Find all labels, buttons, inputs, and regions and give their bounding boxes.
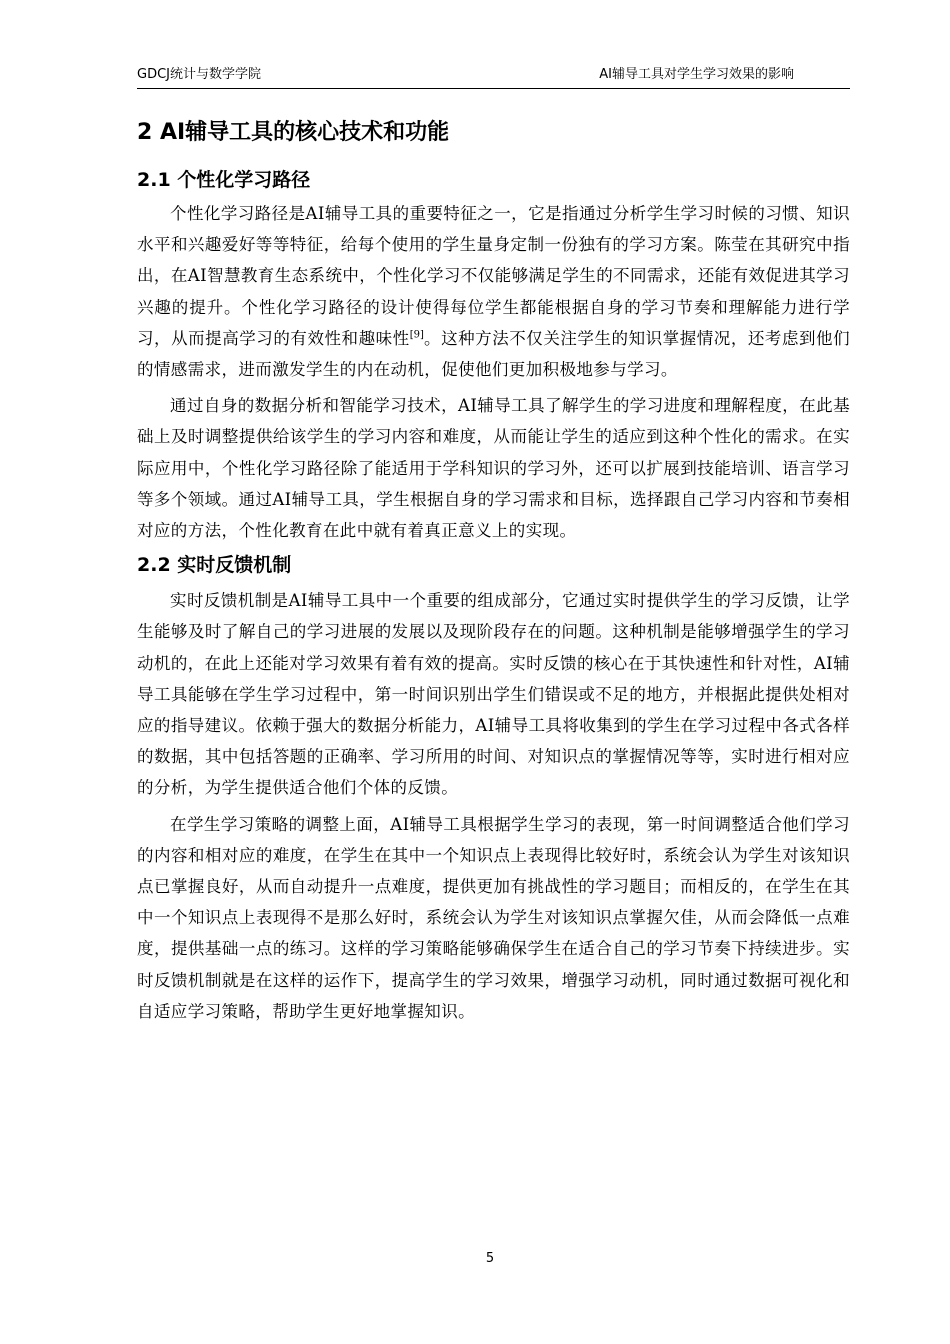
- header-thesis-title: AI辅导工具对学生学习效果的影响: [599, 67, 794, 82]
- paragraph-feedback-1: 实时反馈机制是AI辅导工具中一个重要的组成部分，它通过实时提供学生的学习反馈，让学生能够及时了解自己的学习进展的发展以及现阶段存在的问题。这种机制是能够增强学生的学习动机的，在此上还能对学习效果有着有效的提高。实时反馈的核心在于其快速性和针对性，AI辅导工具能够在学生学习过程中，第一时间识别出学生们错误或不足的地方，并根据此提供处相对应的指导建议。依赖于强大的数据分析能力，AI辅导工具将收集到的学生在学习过程中各式各样的数据，其中包括答题的正确率、学习所用的时间、对知识点的掌握情况等等，实时进行相对应的分析，为学生提供适合他们个体的反馈。: [137, 591, 850, 798]
- running-header: [137, 66, 850, 89]
- paragraph-text-continued: 。这种方法不仅关注学生的知识掌握情况，还考虑到他们的情感需求，进而激发学生的内在动机，促使他们更加积极地参与学习。: [137, 328, 851, 380]
- paragraph-personalized-2: 通过自身的数据分析和智能学习技术，AI辅导工具了解学生的学习进度和理解程度，在此基础上及时调整提供给该学生的学习内容和难度，从而能让学生的适应到这种个性化的需求。在实际应用中，个性化学习路径除了能适用于学科知识的学习外，还可以扩展到技能培训、语言学习等多个领域。通过AI辅导工具，学生根据自身的学习需求和目标，选择跟自己学习内容和节奏相对应的方法，个性化教育在此中就有着真正意义上的实现。: [137, 396, 850, 541]
- header-institution: GDCJ统计与数学学院: [137, 67, 261, 82]
- paragraph-personalized-1: [137, 198, 850, 385]
- citation-ref: [9]: [409, 329, 424, 341]
- page-body: [137, 110, 850, 1032]
- paragraph-feedback-2: 在学生学习策略的调整上面，AI辅导工具根据学生学习的表现，第一时间调整适合他们学习的内容和相对应的难度，在学生在其中一个知识点上表现得比较好时，系统会认为学生对该知识点已掌握良好，从而自动提升一点难度，提供更加有挑战性的学习题目；而相反的，在学生在其中一个知识点上表现得不是那么好时，系统会认为学生对该知识点掌握欠佳，从而会降低一点难度，提供基础一点的练习。这样的学习策略能够确保学生在适合自己的学习节奏下持续进步。实时反馈机制就是在这样的运作下，提高学生的学习效果，增强学习动机，同时通过数据可视化和自适应学习策略，帮助学生更好地掌握知识。: [137, 814, 850, 1021]
- paragraph-text: 个性化学习路径是AI辅导工具的重要特征之一，它是指通过分析学生学习时候的习惯、知识水平和兴趣爱好等等特征，给每个使用的学生量身定制一份独有的学习方案。陈莹在其研究中指出，在AI智慧教育生态系统中，个性化学习不仅能够满足学生的不同需求，还能有效促进其学习兴趣的提升。个性化学习路径的设计使得每位学生都能根据自身的学习节奏和理解能力进行学习，从而提高学习的有效性和趣味性: [137, 204, 850, 348]
- section-title-2-2: 2.2 实时反馈机制: [137, 554, 292, 577]
- page-number: 5: [485, 1251, 495, 1266]
- chapter-title: 2 AI辅导工具的核心技术和功能: [137, 120, 450, 145]
- section-title-2-1: 2.1 个性化学习路径: [137, 169, 311, 191]
